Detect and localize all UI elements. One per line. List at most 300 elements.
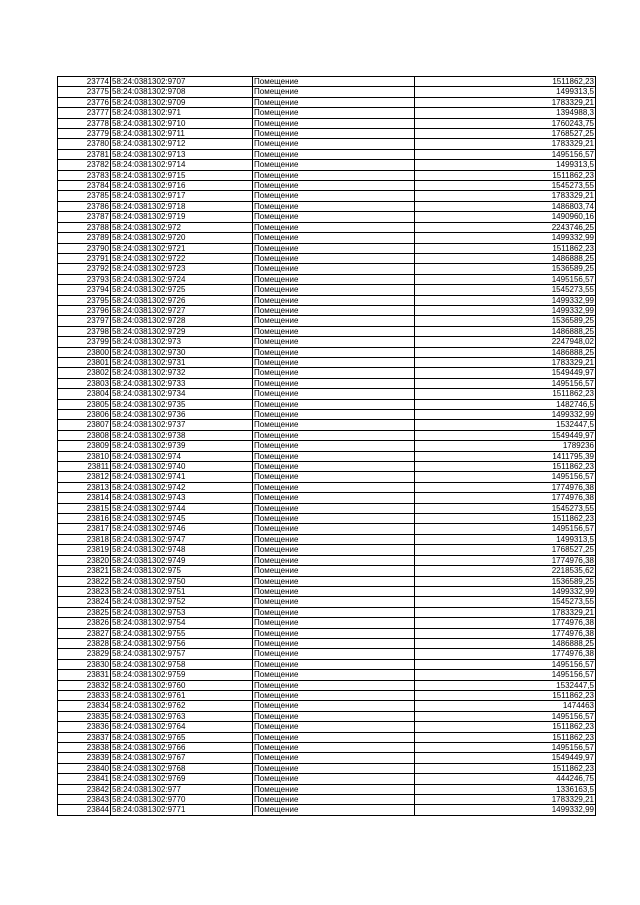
table-row [58,87,596,97]
table-row [58,690,596,700]
row-number-cell: 23823 [58,586,111,596]
row-number-cell: 23779 [58,129,111,139]
table-row [58,347,596,357]
cadastral-value-cell: 1774976,38 [415,628,596,638]
row-number-cell: 23820 [58,555,111,565]
cadastral-value-cell: 1495156,57 [415,149,596,159]
object-type-cell: Помещение [253,274,415,284]
row-number-cell: 23806 [58,410,111,420]
cadastral-value-cell: 1783329,21 [415,191,596,201]
object-type-cell: Помещение [253,368,415,378]
row-number-cell: 23840 [58,763,111,773]
cadastral-number-cell: 58:24:0381302:9751 [111,586,253,596]
object-type-cell: Помещение [253,222,415,232]
table-row [58,774,596,784]
table-row [58,784,596,794]
cadastral-number-cell: 58:24:0381302:9709 [111,97,253,107]
cadastral-number-cell: 58:24:0381302:9749 [111,555,253,565]
object-type-cell: Помещение [253,597,415,607]
cadastral-value-cell: 1768527,25 [415,129,596,139]
cadastral-value-cell: 1511862,23 [415,722,596,732]
cadastral-number-cell: 58:24:0381302:9737 [111,420,253,430]
table-row [58,181,596,191]
table-row [58,763,596,773]
cadastral-number-cell: 58:24:0381302:9711 [111,129,253,139]
cadastral-number-cell: 58:24:0381302:9758 [111,659,253,669]
table-row [58,160,596,170]
row-number-cell: 23793 [58,274,111,284]
object-type-cell: Помещение [253,233,415,243]
object-type-cell: Помещение [253,326,415,336]
object-type-cell: Помещение [253,659,415,669]
row-number-cell: 23808 [58,430,111,440]
row-number-cell: 23787 [58,212,111,222]
table-row [58,638,596,648]
cadastral-number-cell: 58:24:0381302:9719 [111,212,253,222]
table-row [58,743,596,753]
object-type-cell: Помещение [253,139,415,149]
cadastral-value-cell: 1549449,97 [415,368,596,378]
row-number-cell: 23801 [58,357,111,367]
cadastral-value-cell: 1549449,97 [415,753,596,763]
object-type-cell: Помещение [253,763,415,773]
cadastral-number-cell: 58:24:0381302:9756 [111,638,253,648]
table-row [58,597,596,607]
cadastral-value-cell: 1783329,21 [415,357,596,367]
row-number-cell: 23797 [58,316,111,326]
cadastral-number-cell: 58:24:0381302:9710 [111,118,253,128]
cadastral-value-cell: 1495156,57 [415,524,596,534]
table-row [58,77,596,87]
table-row [58,701,596,711]
cadastral-value-cell: 1545273,55 [415,597,596,607]
cadastral-number-cell: 58:24:0381302:9745 [111,514,253,524]
table-body [58,77,596,816]
object-type-cell: Помещение [253,264,415,274]
cadastral-number-cell: 58:24:0381302:9759 [111,670,253,680]
object-type-cell: Помещение [253,680,415,690]
row-number-cell: 23800 [58,347,111,357]
cadastral-value-cell: 1336163,5 [415,784,596,794]
object-type-cell: Помещение [253,774,415,784]
cadastral-number-cell: 58:24:0381302:9725 [111,285,253,295]
cadastral-value-cell: 1536589,25 [415,316,596,326]
row-number-cell: 23827 [58,628,111,638]
table-row [58,586,596,596]
cadastral-value-cell: 1486888,25 [415,347,596,357]
object-type-cell: Помещение [253,285,415,295]
cadastral-value-cell: 1536589,25 [415,264,596,274]
cadastral-number-cell: 58:24:0381302:9748 [111,545,253,555]
row-number-cell: 23815 [58,503,111,513]
table-row [58,441,596,451]
cadastral-number-cell: 58:24:0381302:977 [111,784,253,794]
table-row [58,118,596,128]
row-number-cell: 23838 [58,743,111,753]
table-row [58,274,596,284]
cadastral-number-cell: 58:24:0381302:9762 [111,701,253,711]
table-row [58,805,596,815]
table-row [58,212,596,222]
row-number-cell: 23818 [58,534,111,544]
table-row [58,462,596,472]
cadastral-value-cell: 1486888,25 [415,253,596,263]
row-number-cell: 23835 [58,711,111,721]
object-type-cell: Помещение [253,243,415,253]
object-type-cell: Помещение [253,108,415,118]
table-row [58,680,596,690]
cadastral-number-cell: 58:24:0381302:9720 [111,233,253,243]
object-type-cell: Помещение [253,524,415,534]
object-type-cell: Помещение [253,711,415,721]
row-number-cell: 23812 [58,472,111,482]
cadastral-number-cell: 58:24:0381302:975 [111,566,253,576]
cadastral-value-cell: 1545273,55 [415,503,596,513]
row-number-cell: 23833 [58,690,111,700]
row-number-cell: 23810 [58,451,111,461]
cadastral-value-cell: 1532447,5 [415,680,596,690]
cadastral-value-cell: 1482746,5 [415,399,596,409]
row-number-cell: 23807 [58,420,111,430]
row-number-cell: 23814 [58,493,111,503]
table-row [58,378,596,388]
object-type-cell: Помещение [253,441,415,451]
cadastral-number-cell: 58:24:0381302:9713 [111,149,253,159]
object-type-cell: Помещение [253,87,415,97]
table-row [58,451,596,461]
row-number-cell: 23785 [58,191,111,201]
object-type-cell: Помещение [253,170,415,180]
cadastral-value-cell: 1495156,57 [415,378,596,388]
cadastral-number-cell: 58:24:0381302:9769 [111,774,253,784]
cadastral-value-cell: 1486803,74 [415,201,596,211]
cadastral-value-cell: 2243746,25 [415,222,596,232]
object-type-cell: Помещение [253,607,415,617]
row-number-cell: 23802 [58,368,111,378]
row-number-cell: 23798 [58,326,111,336]
table-row [58,576,596,586]
row-number-cell: 23777 [58,108,111,118]
object-type-cell: Помещение [253,514,415,524]
cadastral-number-cell: 58:24:0381302:9732 [111,368,253,378]
cadastral-value-cell: 1511862,23 [415,732,596,742]
table-row [58,607,596,617]
object-type-cell: Помещение [253,805,415,815]
cadastral-value-cell: 1499332,99 [415,233,596,243]
cadastral-number-cell: 58:24:0381302:9743 [111,493,253,503]
cadastral-value-cell: 1783329,21 [415,97,596,107]
row-number-cell: 23791 [58,253,111,263]
cadastral-number-cell: 58:24:0381302:9734 [111,389,253,399]
object-type-cell: Помещение [253,389,415,399]
object-type-cell: Помещение [253,97,415,107]
cadastral-value-cell: 1486888,25 [415,326,596,336]
table-row [58,316,596,326]
cadastral-value-cell: 1511862,23 [415,243,596,253]
table-row [58,753,596,763]
cadastral-value-cell: 444246,75 [415,774,596,784]
table-row [58,649,596,659]
cadastral-number-cell: 58:24:0381302:9731 [111,357,253,367]
table-row [58,201,596,211]
cadastral-value-cell: 1499332,99 [415,410,596,420]
row-number-cell: 23789 [58,233,111,243]
table-row [58,149,596,159]
object-type-cell: Помещение [253,149,415,159]
cadastral-value-cell: 1511862,23 [415,690,596,700]
cadastral-number-cell: 58:24:0381302:9735 [111,399,253,409]
cadastral-number-cell: 58:24:0381302:9755 [111,628,253,638]
table-row [58,368,596,378]
table-row [58,566,596,576]
cadastral-value-cell: 1774976,38 [415,618,596,628]
row-number-cell: 23844 [58,805,111,815]
cadastral-value-cell: 1499332,99 [415,295,596,305]
cadastral-value-cell: 1549449,97 [415,430,596,440]
cadastral-value-cell: 1511862,23 [415,763,596,773]
object-type-cell: Помещение [253,472,415,482]
object-type-cell: Помещение [253,399,415,409]
object-type-cell: Помещение [253,337,415,347]
row-number-cell: 23825 [58,607,111,617]
table-row [58,618,596,628]
cadastral-number-cell: 58:24:0381302:971 [111,108,253,118]
table-row [58,399,596,409]
row-number-cell: 23805 [58,399,111,409]
table-row [58,337,596,347]
cadastral-value-cell: 1499313,5 [415,534,596,544]
object-type-cell: Помещение [253,295,415,305]
cadastral-number-cell: 58:24:0381302:9761 [111,690,253,700]
row-number-cell: 23790 [58,243,111,253]
cadastral-number-cell: 58:24:0381302:9722 [111,253,253,263]
cadastral-number-cell: 58:24:0381302:9760 [111,680,253,690]
cadastral-number-cell: 58:24:0381302:9729 [111,326,253,336]
table-row [58,97,596,107]
table-row [58,420,596,430]
cadastral-value-cell: 1495156,57 [415,670,596,680]
object-type-cell: Помещение [253,316,415,326]
cadastral-value-cell: 1532447,5 [415,420,596,430]
cadastral-number-cell: 58:24:0381302:9724 [111,274,253,284]
cadastral-number-cell: 58:24:0381302:9765 [111,732,253,742]
table-row [58,430,596,440]
row-number-cell: 23829 [58,649,111,659]
object-type-cell: Помещение [253,649,415,659]
row-number-cell: 23842 [58,784,111,794]
cadastral-number-cell: 58:24:0381302:9727 [111,305,253,315]
cadastral-number-cell: 58:24:0381302:9741 [111,472,253,482]
object-type-cell: Помещение [253,129,415,139]
object-type-cell: Помещение [253,212,415,222]
object-type-cell: Помещение [253,357,415,367]
row-number-cell: 23784 [58,181,111,191]
object-type-cell: Помещение [253,191,415,201]
object-type-cell: Помещение [253,628,415,638]
table-row [58,670,596,680]
cadastral-number-cell: 58:24:0381302:9767 [111,753,253,763]
object-type-cell: Помещение [253,566,415,576]
row-number-cell: 23822 [58,576,111,586]
cadastral-number-cell: 58:24:0381302:9744 [111,503,253,513]
cadastral-value-cell: 1511862,23 [415,170,596,180]
object-type-cell: Помещение [253,722,415,732]
table-row [58,711,596,721]
row-number-cell: 23813 [58,482,111,492]
row-number-cell: 23830 [58,659,111,669]
cadastral-number-cell: 58:24:0381302:9754 [111,618,253,628]
table-row [58,357,596,367]
cadastral-value-cell: 1774976,38 [415,493,596,503]
cadastral-value-cell: 1511862,23 [415,462,596,472]
table-row [58,524,596,534]
row-number-cell: 23836 [58,722,111,732]
object-type-cell: Помещение [253,201,415,211]
cadastral-value-cell: 1768527,25 [415,545,596,555]
cadastral-value-cell: 1774976,38 [415,649,596,659]
cadastral-value-cell: 1783329,21 [415,139,596,149]
cadastral-number-cell: 58:24:0381302:9712 [111,139,253,149]
table-row [58,795,596,805]
cadastral-number-cell: 58:24:0381302:9718 [111,201,253,211]
table-row [58,139,596,149]
table-row [58,129,596,139]
table-row [58,545,596,555]
table-row [58,410,596,420]
object-type-cell: Помещение [253,753,415,763]
object-type-cell: Помещение [253,451,415,461]
row-number-cell: 23796 [58,305,111,315]
table-row [58,295,596,305]
cadastral-number-cell: 58:24:0381302:9733 [111,378,253,388]
table-row [58,108,596,118]
cadastral-value-cell: 1760243,75 [415,118,596,128]
object-type-cell: Помещение [253,743,415,753]
table-row [58,534,596,544]
row-number-cell: 23819 [58,545,111,555]
table-row [58,493,596,503]
cadastral-value-cell: 2218535,62 [415,566,596,576]
cadastral-number-cell: 58:24:0381302:9763 [111,711,253,721]
cadastral-value-cell: 1495156,57 [415,274,596,284]
cadastral-value-cell: 1490960,16 [415,212,596,222]
table-row [58,264,596,274]
row-number-cell: 23794 [58,285,111,295]
table-row [58,326,596,336]
row-number-cell: 23795 [58,295,111,305]
cadastral-value-cell: 1511862,23 [415,514,596,524]
object-type-cell: Помещение [253,160,415,170]
cadastral-number-cell: 58:24:0381302:9742 [111,482,253,492]
object-type-cell: Помещение [253,638,415,648]
object-type-cell: Помещение [253,378,415,388]
cadastral-number-cell: 58:24:0381302:9757 [111,649,253,659]
object-type-cell: Помещение [253,305,415,315]
row-number-cell: 23776 [58,97,111,107]
table-row [58,503,596,513]
table-row [58,222,596,232]
cadastral-value-cell: 1499313,5 [415,160,596,170]
object-type-cell: Помещение [253,253,415,263]
row-number-cell: 23841 [58,774,111,784]
row-number-cell: 23831 [58,670,111,680]
row-number-cell: 23817 [58,524,111,534]
cadastral-number-cell: 58:24:0381302:973 [111,337,253,347]
table-row [58,191,596,201]
object-type-cell: Помещение [253,795,415,805]
object-type-cell: Помещение [253,77,415,87]
cadastral-number-cell: 58:24:0381302:9714 [111,160,253,170]
row-number-cell: 23775 [58,87,111,97]
cadastral-value-cell: 1495156,57 [415,743,596,753]
row-number-cell: 23792 [58,264,111,274]
cadastral-value-cell: 1511862,23 [415,389,596,399]
cadastral-number-cell: 58:24:0381302:9750 [111,576,253,586]
object-type-cell: Помещение [253,784,415,794]
cadastral-value-cell: 1545273,55 [415,181,596,191]
cadastral-number-cell: 58:24:0381302:9730 [111,347,253,357]
object-type-cell: Помещение [253,545,415,555]
cadastral-number-cell: 58:24:0381302:9716 [111,181,253,191]
cadastral-value-cell: 1499313,5 [415,87,596,97]
cadastral-number-cell: 58:24:0381302:9753 [111,607,253,617]
cadastral-number-cell: 58:24:0381302:9764 [111,722,253,732]
row-number-cell: 23774 [58,77,111,87]
cadastral-value-cell: 1474463 [415,701,596,711]
row-number-cell: 23804 [58,389,111,399]
row-number-cell: 23843 [58,795,111,805]
row-number-cell: 23788 [58,222,111,232]
table-row [58,243,596,253]
cadastral-number-cell: 58:24:0381302:9708 [111,87,253,97]
cadastral-number-cell: 58:24:0381302:9715 [111,170,253,180]
cadastral-value-cell: 1545273,55 [415,285,596,295]
table-row [58,389,596,399]
object-type-cell: Помещение [253,118,415,128]
table-row [58,285,596,295]
table-row [58,514,596,524]
cadastral-number-cell: 58:24:0381302:974 [111,451,253,461]
object-type-cell: Помещение [253,347,415,357]
table-row [58,482,596,492]
cadastral-number-cell: 58:24:0381302:9740 [111,462,253,472]
cadastral-number-cell: 58:24:0381302:9723 [111,264,253,274]
row-number-cell: 23811 [58,462,111,472]
cadastral-number-cell: 58:24:0381302:9752 [111,597,253,607]
row-number-cell: 23780 [58,139,111,149]
cadastral-value-table [57,76,596,816]
object-type-cell: Помещение [253,410,415,420]
table-row [58,732,596,742]
cadastral-value-cell: 1789236 [415,441,596,451]
object-type-cell: Помещение [253,690,415,700]
table-row [58,472,596,482]
cadastral-value-cell: 1783329,21 [415,795,596,805]
object-type-cell: Помещение [253,181,415,191]
cadastral-value-cell: 1495156,57 [415,472,596,482]
row-number-cell: 23786 [58,201,111,211]
cadastral-value-cell: 1499332,99 [415,305,596,315]
object-type-cell: Помещение [253,701,415,711]
cadastral-number-cell: 58:24:0381302:9721 [111,243,253,253]
cadastral-number-cell: 58:24:0381302:9746 [111,524,253,534]
cadastral-number-cell: 58:24:0381302:972 [111,222,253,232]
row-number-cell: 23782 [58,160,111,170]
row-number-cell: 23834 [58,701,111,711]
cadastral-value-cell: 1511862,23 [415,77,596,87]
cadastral-number-cell: 58:24:0381302:9747 [111,534,253,544]
object-type-cell: Помещение [253,732,415,742]
